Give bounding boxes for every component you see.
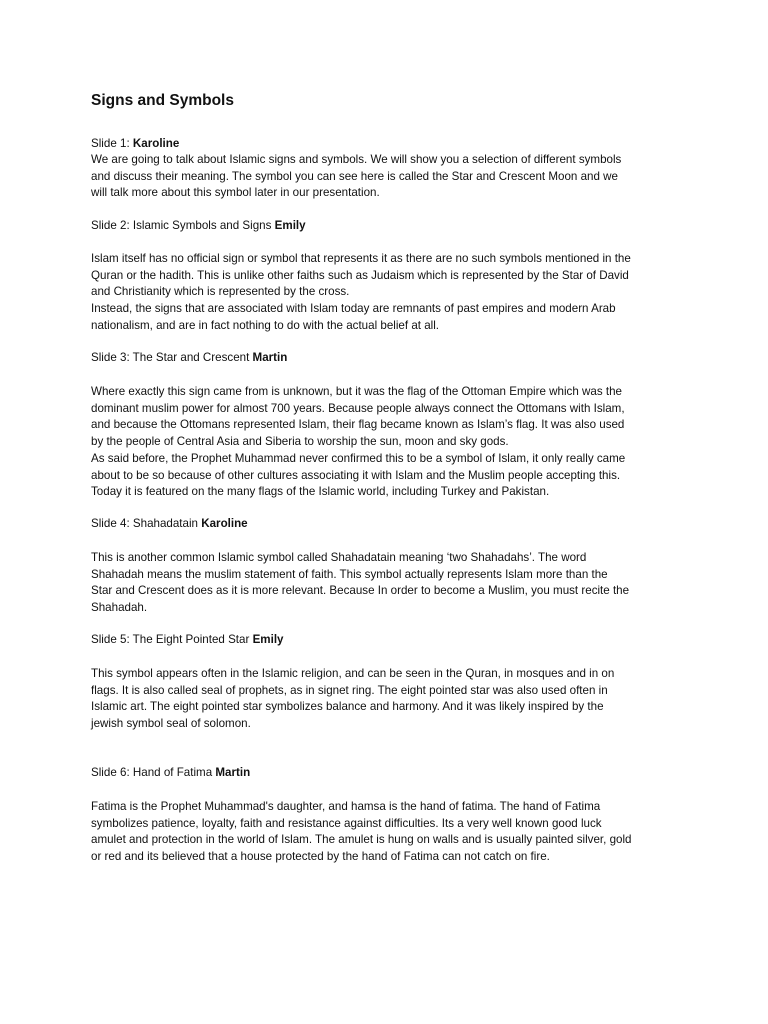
paragraph-line: Fatima is the Prophet Muhammad's daughter, and hamsa is the hand of fatima. The hand of Fatima [91, 800, 601, 813]
slide-heading [91, 765, 250, 782]
paragraph-line: by the people of Central Asia and Siberia to worship the sun, moon and sky gods. [91, 435, 509, 449]
paragraph-line: Shahadah means the muslim statement of faith. This symbol actually represents Islam more than the [91, 567, 608, 581]
paragraph-line: Where exactly this sign came from is unknown, but it was the flag of the Ottoman Empire which was the [91, 385, 622, 398]
slide-heading [91, 218, 306, 235]
slide-paragraph [91, 799, 632, 866]
presenter-name: Emily [252, 633, 284, 646]
slide-paragraph [91, 666, 614, 733]
paragraph-line: about to be so because of other cultures associating it with Islam and the Muslim people accepting this. [91, 468, 621, 482]
paragraph-line: As said before, the Prophet Muhammad never confirmed this to be a symbol of Islam, it only really came [91, 451, 626, 465]
presenter-name: Martin [215, 766, 251, 779]
paragraph-line: Shahadah. [91, 601, 148, 615]
slide-heading-text: Slide 2: Islamic Symbols and Signs [91, 219, 275, 232]
presenter-name: Martin [252, 351, 288, 364]
slide-heading-text: Slide 1: [91, 137, 133, 150]
paragraph-line: and because the Ottomans represented Islam, their flag became known as Islam’s flag. It was also used [91, 418, 625, 432]
paragraph-line: Quran or the hadith. This is unlike other faiths such as Judaism which is represented by the Star of David [91, 268, 629, 282]
paragraph-line: This symbol appears often in the Islamic religion, and can be seen in the Quran, in mosques and in on [91, 667, 615, 680]
paragraph-line: and Christianity which is represented by the cross. [91, 285, 350, 299]
slide-paragraph [91, 251, 631, 335]
paragraph-line: dominant muslim power for almost 700 years. Because people always connect the Ottomans with Islam, [91, 401, 625, 415]
paragraph-line: amulet and protection in the world of Islam. The amulet is hung on walls and is usually painted silver, gold [91, 833, 632, 847]
document-title: Signs and Symbols [91, 92, 234, 109]
slide-heading-text: Slide 4: Shahadatain [91, 517, 202, 530]
paragraph-line: will talk more about this symbol later in our presentation. [91, 186, 380, 200]
paragraph-line: Star and Crescent does as it is more relevant. Because In order to become a Muslim, you must recite the [91, 584, 630, 598]
paragraph-line: flags. It is also called seal of prophets, as in signet ring. The eight pointed star was also used often in [91, 683, 608, 697]
paragraph-line: We are going to talk about Islamic signs and symbols. We will show you a selection of different symbols [91, 153, 622, 166]
presenter-name: Karoline [132, 137, 180, 150]
paragraph-line: nationalism, and are in fact nothing to do with the actual belief at all. [91, 318, 440, 332]
paragraph-line: and discuss their meaning. The symbol you can see here is called the Star and Crescent Moon and we [91, 169, 618, 183]
slide-heading-text: Slide 3: The Star and Crescent [91, 351, 253, 364]
paragraph-line: Islamic art. The eight pointed star symbolizes balance and harmony. And it was likely inspired by the [91, 700, 604, 714]
slide-heading-text: Slide 6: Hand of Fatima [91, 766, 216, 779]
slide-paragraph [91, 550, 629, 617]
paragraph-line: Instead, the signs that are associated with Islam today are remnants of past empires and modern Arab [91, 302, 616, 316]
slide-heading [91, 632, 284, 649]
slide-heading [91, 350, 287, 367]
paragraph-line: Today it is featured on the many flags of the Islamic world, including Turkey and Pakistan. [91, 485, 550, 499]
presenter-name: Karoline [201, 517, 248, 530]
paragraph-line: Islam itself has no official sign or symbol that represents it as there are no such symbols mentioned in the [91, 252, 631, 265]
paragraph-line: jewish symbol seal of solomon. [91, 717, 251, 731]
presenter-name: Emily [274, 219, 306, 232]
paragraph-line: This is another common Islamic symbol called Shahadatain meaning ‘two Shahadahs’. The word [91, 551, 587, 564]
slide-heading [91, 136, 179, 153]
slide-paragraph [91, 152, 621, 202]
slide-paragraph [91, 384, 625, 501]
paragraph-line: or red and its believed that a house protected by the hand of Fatima can not catch on fire. [91, 850, 550, 864]
paragraph-line: symbolizes patience, loyalty, faith and resistance against difficulties. Its a very well known good luck [91, 816, 602, 830]
slide-heading-text: Slide 5: The Eight Pointed Star [91, 633, 253, 646]
slide-heading [91, 516, 248, 533]
